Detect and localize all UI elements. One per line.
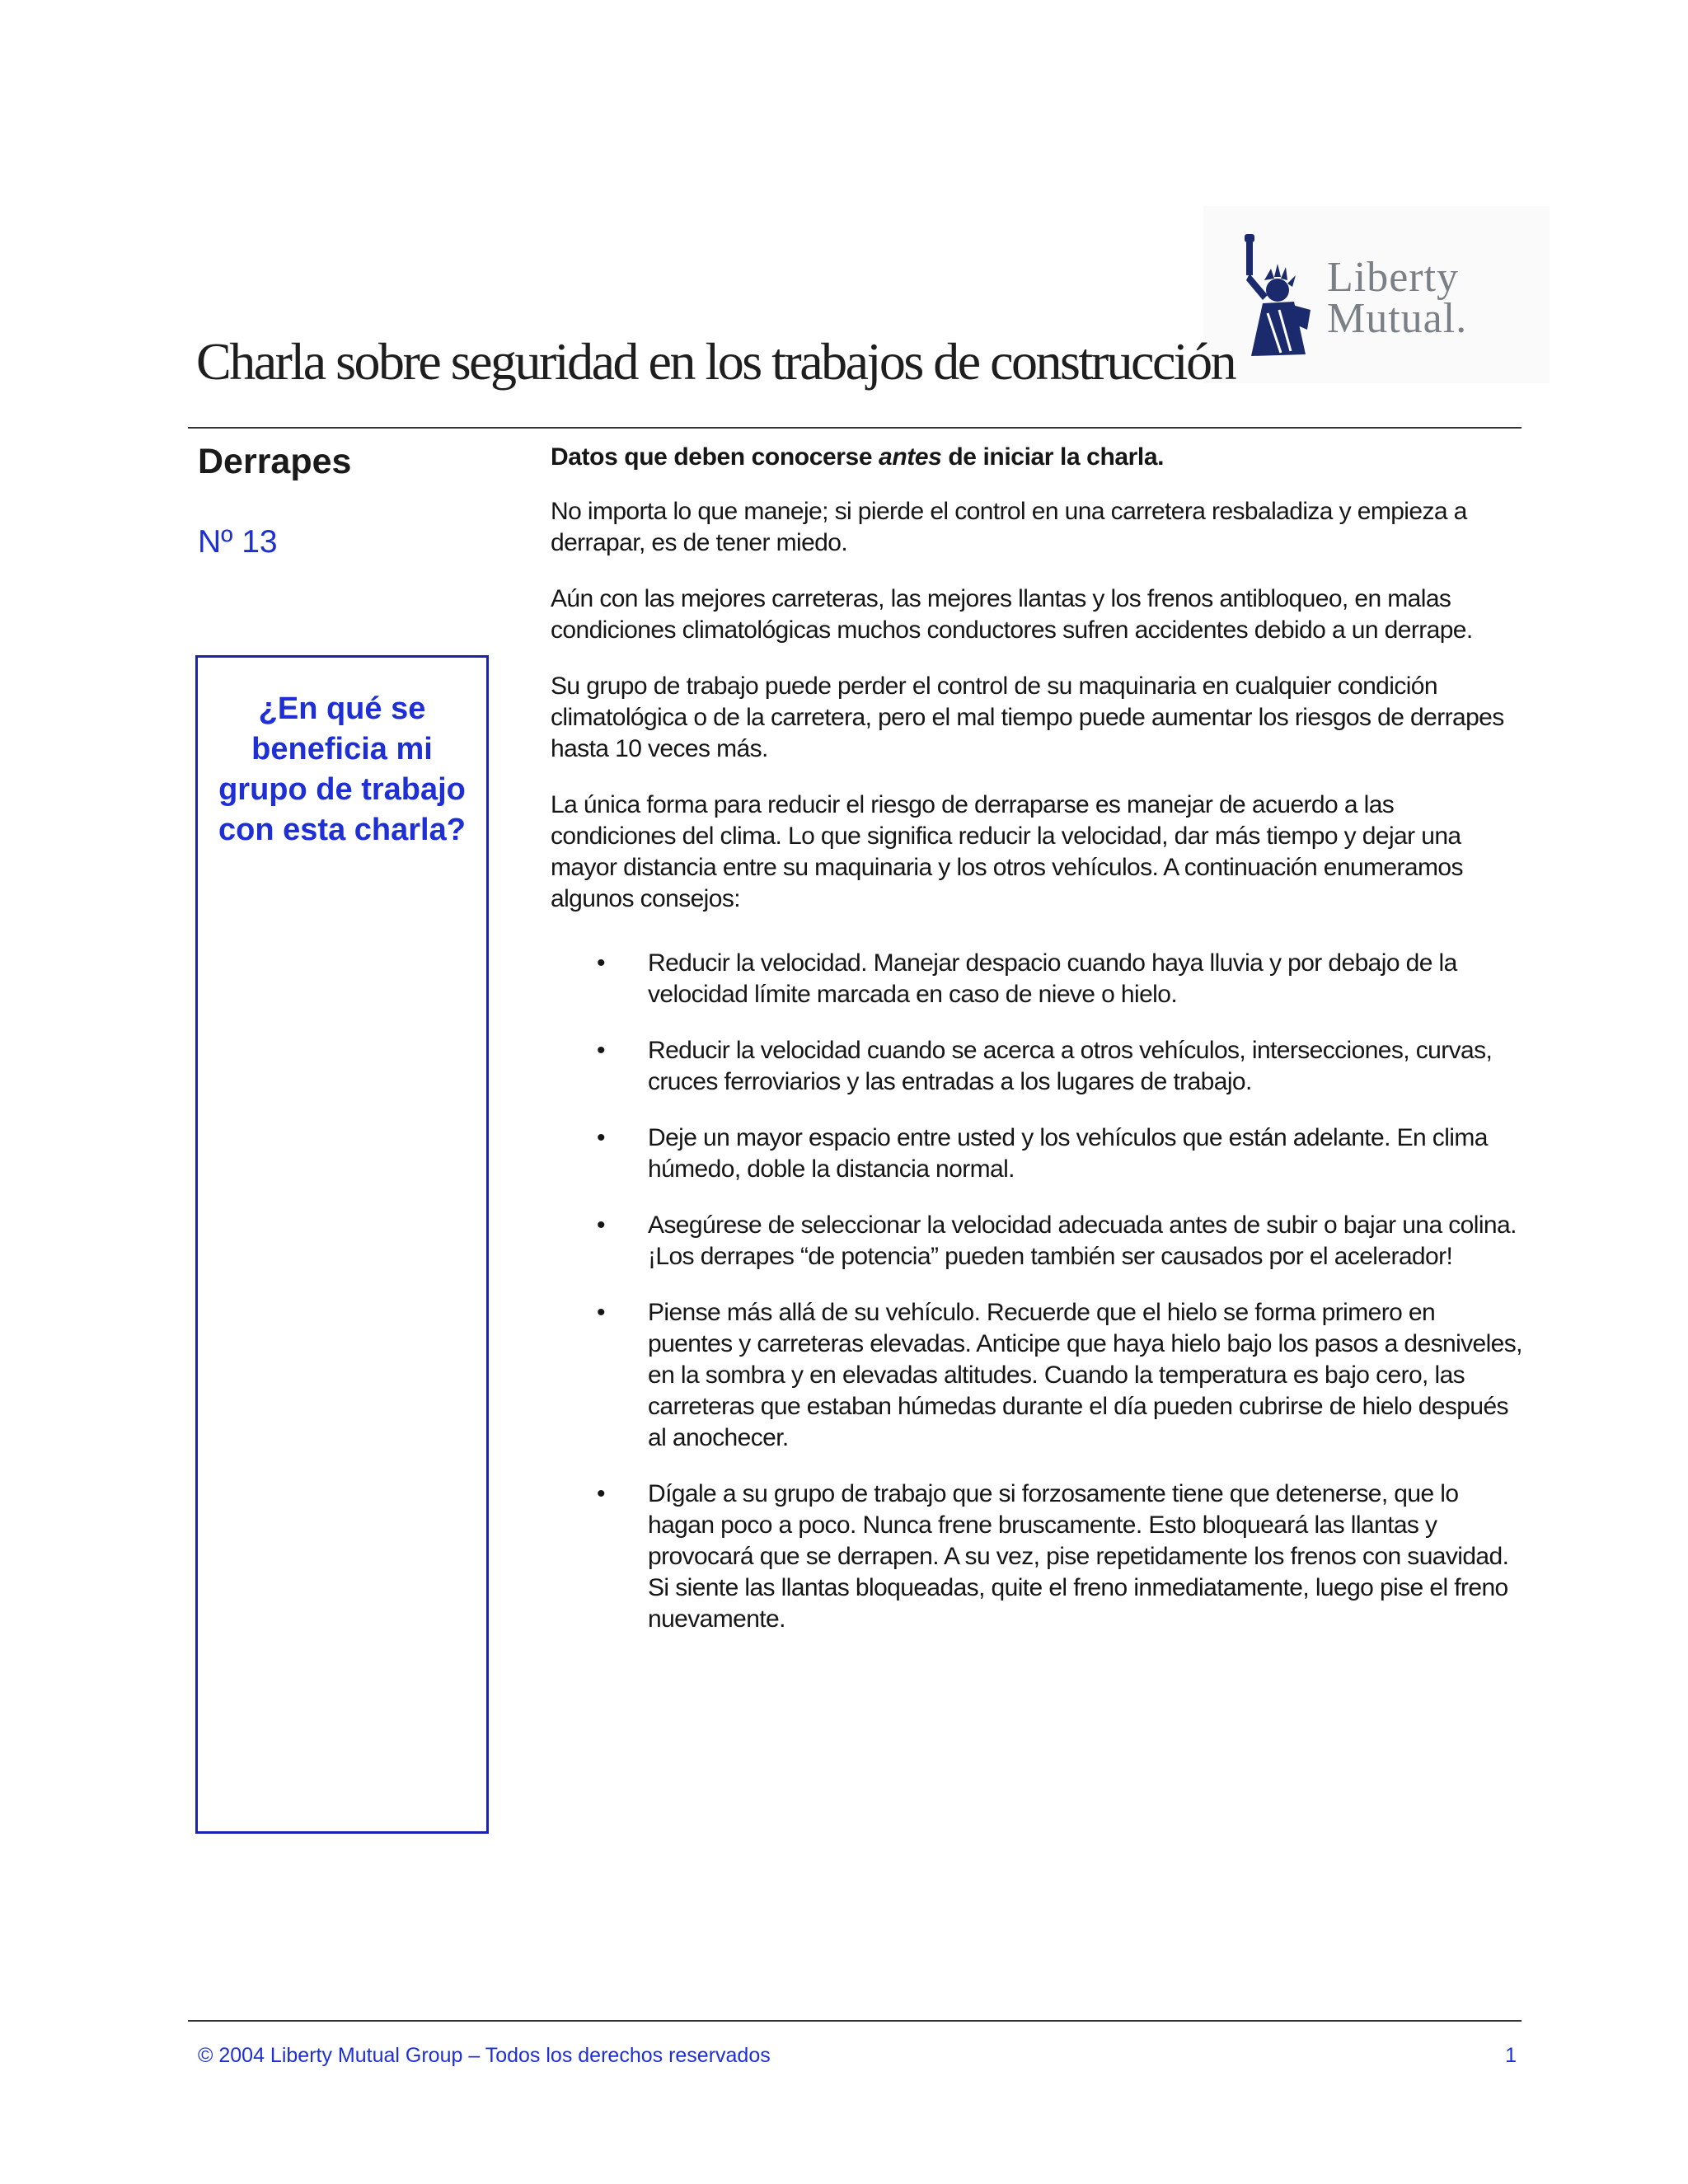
lead-emphasis: antes	[879, 443, 942, 471]
lead-text-start: Datos que deben conocerse	[551, 443, 879, 471]
lead-heading	[551, 442, 1523, 473]
list-item-text: Asegúrese de seleccionar la velocidad adecuada antes de subir o bajar una colina. ¡Los derrapes “de potencia” pueden también ser causados por el acelerador!	[648, 1212, 1517, 1270]
header-divider	[188, 427, 1522, 429]
page-footer	[198, 2044, 1517, 2068]
list-item-text: Deje un mayor espacio entre usted y los vehículos que están adelante. En clima húmedo, doble la distancia normal.	[648, 1124, 1488, 1183]
bullet-icon: •	[597, 1037, 605, 1064]
list-item-text: Dígale a su grupo de trabajo que si forzosamente tiene que detenerse, que lo hagan poco a poco. Nunca frene bruscamente. Esto bloqueará las llantas y provocará que se derrapen. A su vez, pise repetidamente los frenos con suavidad. Si siente las llantas bloqueadas, quite el freno inmediatamente, luego pise el freno nuevamente.	[648, 1480, 1509, 1633]
bullet-icon: •	[597, 1212, 605, 1239]
benefit-box	[195, 655, 489, 1834]
bullet-icon: •	[597, 1124, 605, 1151]
tips-list	[551, 948, 1523, 1635]
bullet-icon: •	[597, 1480, 605, 1507]
page-number: 1	[1505, 2044, 1517, 2067]
footer-divider	[188, 2020, 1522, 2022]
paragraph: La única forma para reducir el riesgo de derraparse es manejar de acuerdo a las condiciones del clima. Lo que significa reducir la velocidad, dar más tiempo y dejar una mayor distancia entre su maquinaria y los otros vehículos. A continuación enumeramos algunos consejos:	[551, 791, 1463, 912]
list-item-text: Reducir la velocidad. Manejar despacio cuando haya lluvia y por debajo de la velocidad límite marcada en caso de nieve o hielo.	[648, 949, 1457, 1008]
logo-wordmark	[1327, 254, 1468, 342]
list-item	[551, 948, 1523, 1010]
list-item-text: Reducir la velocidad cuando se acerca a otros vehículos, intersecciones, curvas, cruces ferroviarios y las entradas a los lugares de trabajo.	[648, 1037, 1493, 1095]
bullet-icon: •	[597, 1299, 605, 1326]
logo-line-2: Mutual.	[1327, 295, 1468, 342]
topic-title: Derrapes	[198, 442, 352, 481]
list-item-text: Piense más allá de su vehículo. Recuerde que el hielo se forma primero en puentes y carreteras elevadas. Anticipe que haya hielo bajo los pasos a desniveles, en la sombra y en elevadas altitudes. Cuando la temperatura es bajo cero, las carreteras que estaban húmedas durante el día pueden cubrirse de hielo después al anochecer.	[648, 1299, 1522, 1451]
logo-line-1: Liberty	[1327, 254, 1460, 301]
liberty-mutual-logo	[1203, 206, 1550, 383]
list-item	[551, 1297, 1523, 1454]
copyright-notice: © 2004 Liberty Mutual Group – Todos los derechos reservados	[198, 2044, 771, 2067]
lead-text-end: de iniciar la charla.	[941, 443, 1165, 471]
list-item	[551, 1122, 1523, 1185]
paragraph: No importa lo que maneje; si pierde el control en una carretera resbaladiza y empieza a derrapar, es de tener miedo.	[551, 498, 1467, 556]
paragraph: Su grupo de trabajo puede perder el control de su maquinaria en cualquier condición climatológica o de la carretera, pero el mal tiempo puede aumentar los riesgos de derrapes hasta 10 veces más.	[551, 673, 1504, 762]
document-title: Charla sobre seguridad en los trabajos de construcción	[196, 332, 1236, 391]
list-item	[551, 1035, 1523, 1098]
paragraph: Aún con las mejores carreteras, las mejores llantas y los frenos antibloqueo, en malas condiciones climatológicas muchos conductores sufren accidentes debido a un derrape.	[551, 585, 1473, 644]
list-item	[551, 1479, 1523, 1635]
bullet-icon: •	[597, 949, 605, 977]
talk-content	[551, 442, 1523, 1660]
statue-of-liberty-icon	[1235, 231, 1325, 363]
list-item	[551, 1210, 1523, 1272]
benefit-question: ¿En qué se beneficia mi grupo de trabajo con esta charla?	[218, 691, 466, 847]
talk-number: Nº 13	[198, 524, 278, 560]
